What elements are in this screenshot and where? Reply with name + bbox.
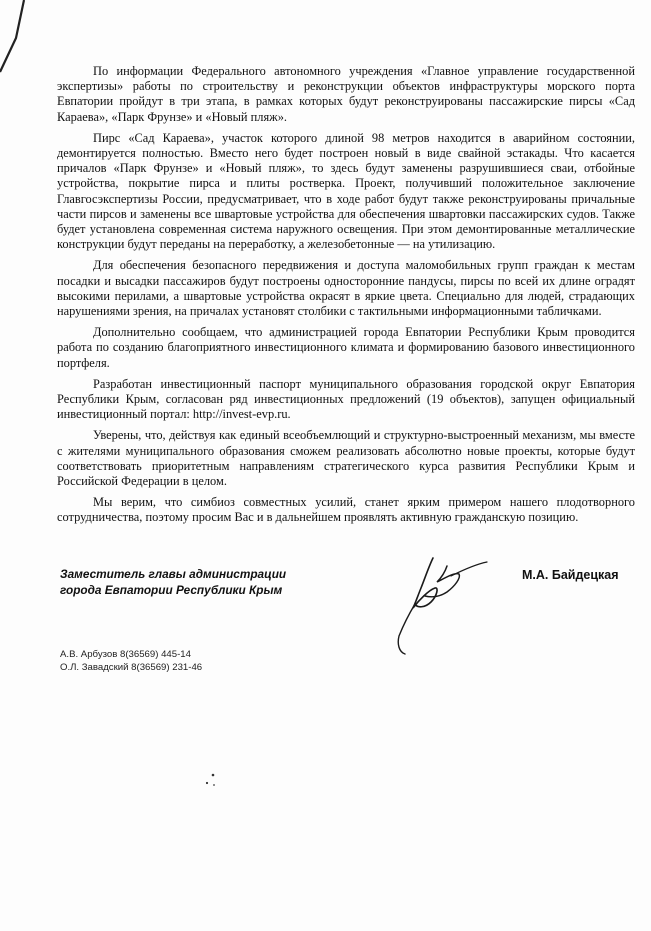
paragraph-investment-climate: Дополнительно сообщаем, что администрацией города Евпатории Республики Крым проводится работа по созданию благоприятного инвестиционного климата и формированию базового инвестиционного портфеля. bbox=[57, 325, 635, 370]
paragraph-joint-mechanism: Уверены, что, действуя как единый всеобъемлющий и структурно-выстроенный механизм, мы вместе с жителями муниципального образования сможем реализовать абсолютно новые проекты, которые будут соответствовать приоритетным направлениям стратегического курса развития Республики Крым и Российской Федерации в целом. bbox=[57, 428, 635, 489]
paragraph-pier-details: Пирс «Сад Караева», участок которого длиной 98 метров находится в аварийном состоянии, демонтируется полностью. Вместо него будет построен новый в виде свайной эстакады. Что касается причалов «Парк Фрунзе» и «Новый пляж», то здесь будут заменены разрушившиеся сваи, отбойные устройства, покрытие пирса и плиты ростверка. Проект, получивший положительное заключение Главгосэкспертизы России, предусматривает, что в ходе работ будут также реконструированы причальные части пирсов и заменены все швартовые устройства для обеспечения швартовки пассажирских судов. Также будет установлена современная система наружного освещения. При этом демонтированные металлические конструкции будут переданы на переработку, а железобетонные — на утилизацию. bbox=[57, 130, 635, 252]
paragraph-piers-overview: По информации Федерального автономного учреждения «Главное управление государственной экспертизы» работы по строительству и реконструкции объектов инфраструктуры морского порта Евпатории пройдут в три этапа, в рамках которых будут реконструированы пассажирские пирсы «Сад Караева», «Парк Фрунзе» и «Новый пляж». bbox=[57, 64, 635, 124]
signatory-name: М.А. Байдецкая bbox=[522, 568, 619, 582]
paragraph-accessibility: Для обеспечения безопасного передвижения и доступа маломобильных групп граждан к местам посадки и высадки пассажиров будут построены односторонние пандусы, пирсы по всей их длине оградят высокими перилами, а швартовые устройства окрасят в яркие цвета. Специально для людей, страдающих нарушениями зрения, на причалах установят столбики с тактильными информационными табличками. bbox=[57, 258, 635, 319]
contact-line-arbuzov: А.В. Арбузов 8(36569) 445-14 bbox=[60, 649, 191, 660]
paragraph-investment-passport: Разработан инвестиционный паспорт муниципального образования городской округ Евпатория Республики Крым, согласован ряд инвестиционных предложений (19 объектов), запущен официальный инвестиционный портал: http://invest-evp.ru. bbox=[57, 376, 635, 422]
signatory-position-line2: города Евпатории Республики Крым bbox=[60, 583, 283, 597]
paragraph-closing: Мы верим, что симбиоз совместных усилий, станет ярким примером нашего плодотворного сотрудничества, поэтому просим Вас и в дальнейшем проявлять активную гражданскую позицию. bbox=[57, 495, 635, 525]
signatory-position-line1: Заместитель главы администрации bbox=[60, 567, 287, 581]
contact-line-zavadsky: О.Л. Завадский 8(36569) 231-46 bbox=[60, 662, 203, 673]
